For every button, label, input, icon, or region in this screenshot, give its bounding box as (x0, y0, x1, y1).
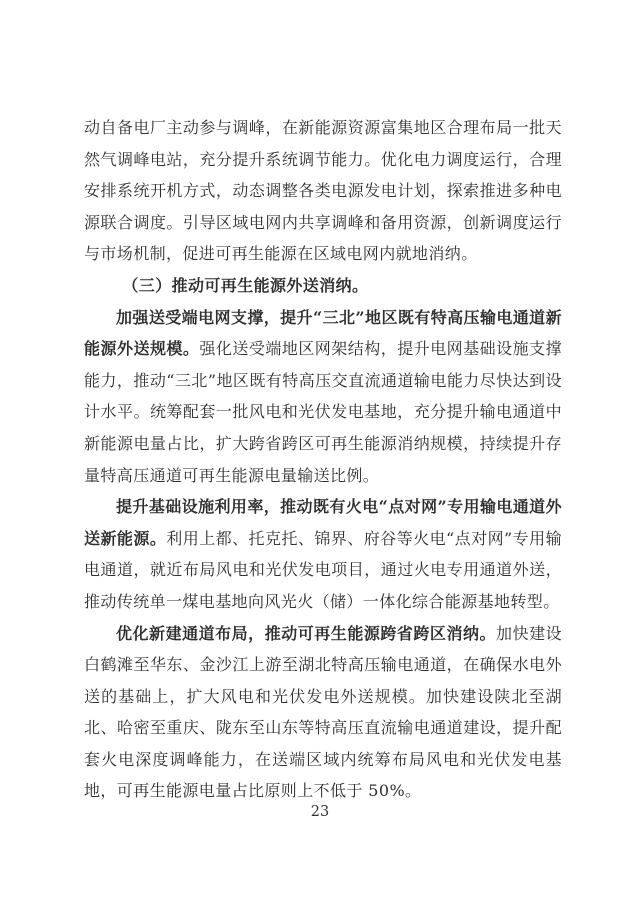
paragraph-infrastructure-utilization-body: 利用上都、托克托、锦界、府谷等火电“点对网”专用输电通道，就近布局风电和光伏发电项目，通过火电专用通道外送，推动传统单一煤电基地向风光火（储）一体化综合能源基地转型。 (84, 528, 562, 611)
paragraph-grid-support (84, 302, 562, 492)
paragraph-continuation: 动自备电厂主动参与调峰，在新能源资源富集地区合理布局一批天然气调峰电站，充分提升系统调节能力。优化电力调度运行，合理安排系统开机方式，动态调整各类电源发电计划，探索推进多种电源联合调度。引导区域电网内共享调峰和备用资源，创新调度运行与市场机制，促进可再生能源在区域电网内就地消纳。 (84, 118, 562, 264)
page-number: 23 (310, 804, 330, 820)
section-heading: （三）推动可再生能源外送消纳。 (122, 275, 369, 295)
paragraph-grid-support-body: 强化送受端地区网架结构，提升电网基础设施支撑能力，推动“三北”地区既有特高压交直流通道输电能力尽快达到设计水平。统筹配套一批风电和光伏发电基地，充分提升输电通道中新能源电量占比，扩大跨省跨区可再生能源消纳规模，持续提升存量特高压通道可再生能源电量输送比例。 (84, 339, 562, 485)
paragraph-grid-support-lead: 加强送受端电网支撑，提升“三北”地区既有特高压输电通道新能源外送规模。 (84, 307, 562, 359)
paragraph-new-channels (84, 618, 562, 808)
document-content (84, 112, 562, 807)
paragraph-new-channels-lead: 优化新建通道布局，推动可再生能源跨省跨区消纳。 (116, 623, 497, 643)
paragraph-new-channels-body: 加快建设白鹤滩至华东、金沙江上游至湖北特高压输电通道，在确保水电外送的基础上，扩大风电和光伏发电外送规模。加快建设陕北至湖北、哈密至重庆、陇东至山东等特高压直流输电通道建设，提升配套火电深度调峰能力，在送端区域内统筹布局风电和光伏发电基地，可再生能源电量占比原则上不低于 50%。 (84, 623, 562, 801)
paragraph-infrastructure-utilization-lead: 提升基础设施利用率，推动既有火电“点对网”专用输电通道外送新能源。 (84, 497, 562, 548)
paragraph-infrastructure-utilization (84, 491, 562, 617)
